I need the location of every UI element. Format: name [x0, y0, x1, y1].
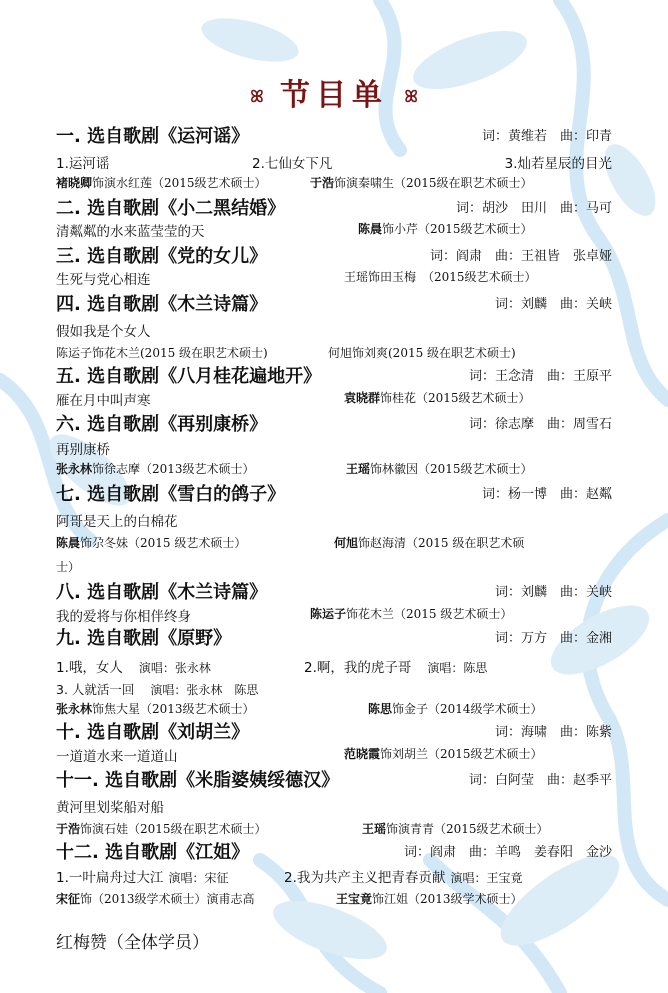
finale: 红梅赞（全体学员）	[56, 933, 209, 953]
section-credit: 词：万方 曲：金湘	[494, 631, 612, 646]
section-12	[56, 838, 612, 864]
song-item: 我的爱将与你相伴终身	[56, 609, 191, 625]
song-item: 2.啊，我的虎子哥	[304, 660, 412, 676]
song-performer: 演唱：张永林	[138, 661, 211, 675]
performer-name: 王宝竟	[336, 892, 373, 906]
performer-line: 陈运子饰花木兰(2015 级在职艺术硕士)	[56, 346, 268, 360]
performer-name: 宋征	[56, 892, 81, 906]
section-heading: 七. 选自歌剧《雪白的鸽子》	[56, 484, 286, 505]
performer-role: 饰林徽因（2015级艺术硕士）	[370, 462, 533, 476]
section-heading: 六. 选自歌剧《再别康桥》	[56, 414, 268, 435]
section-6	[56, 410, 612, 436]
performer-name: 范晓霞	[344, 747, 381, 761]
section-1	[56, 122, 612, 148]
section-credit: 词：胡沙 田川 曲：马可	[455, 201, 612, 216]
performer-name: 王瑶	[346, 462, 371, 476]
section-9	[56, 624, 612, 650]
performer-line: 王瑶饰田玉梅 （2015级艺术硕士）	[344, 270, 537, 284]
section-7	[56, 480, 612, 506]
performer-name: 陈思	[368, 702, 393, 716]
song-item: 1.一叶扁舟过大江	[56, 870, 164, 886]
performer-name: 何旭	[334, 536, 359, 550]
song-item: 阿哥是天上的白棉花	[56, 514, 178, 530]
performer-role: 饰演石娃（2015级在职艺术硕士）	[80, 822, 267, 836]
song-item: 2.我为共产主义把青春贡献	[284, 870, 446, 886]
performer-role: 饰江姐（2013级学术硕士）	[372, 892, 523, 906]
song-performer: 演唱：王宝竟	[450, 871, 523, 885]
section-heading: 二. 选自歌剧《小二黑结婚》	[56, 198, 286, 219]
song-list	[56, 676, 612, 699]
performer-name: 王瑶	[362, 822, 387, 836]
performer-name: 褚晓卿	[56, 176, 93, 190]
section-4	[56, 290, 612, 316]
performer-role: 饰演水红莲（2015级艺术硕士）	[92, 176, 267, 190]
section-heading: 三. 选自歌剧《党的女儿》	[56, 246, 268, 267]
performer-role: 饰焦大星（2013级艺术硕士）	[92, 702, 255, 716]
section-8	[56, 578, 612, 604]
performer-name: 于浩	[56, 822, 81, 836]
song-item: 雁在月中叫声寒	[56, 393, 151, 409]
performer-name: 陈晨	[56, 536, 81, 550]
section-credit: 词：白阿莹 曲：赵季平	[468, 773, 612, 788]
performer-name: 张永林	[56, 702, 93, 716]
performer-role: 饰桂花（2015级艺术硕士）	[380, 391, 531, 405]
section-10	[56, 718, 612, 744]
performer-role: 饰刘胡兰（2015级艺术硕士）	[380, 747, 543, 761]
section-2	[56, 194, 612, 220]
performer-role: 饰花木兰（2015 级艺术硕士）	[346, 607, 513, 621]
performer-name: 张永林	[56, 462, 93, 476]
page-title	[0, 70, 668, 114]
song-item: 再别康桥	[56, 442, 110, 458]
song-item: 3.灿若星辰的目光	[504, 156, 612, 172]
song-item: 一道道水来一道道山	[56, 749, 178, 765]
section-credit: 词：刘麟 曲：关峡	[494, 585, 612, 600]
section-11	[56, 766, 612, 792]
song-item: 生死与党心相连	[56, 272, 151, 288]
section-heading: 十. 选自歌剧《刘胡兰》	[56, 722, 250, 743]
section-heading: 八. 选自歌剧《木兰诗篇》	[56, 582, 268, 603]
song-item: 1.运河谣	[56, 156, 110, 172]
section-heading: 九. 选自歌剧《原野》	[56, 628, 232, 649]
performer-role: 饰（2013级学术硕士）演甫志高	[80, 892, 255, 906]
section-credit: 词：海啸 曲：陈紫	[494, 725, 612, 740]
song-performer: 演唱：张永林 陈思	[150, 683, 259, 697]
section-heading: 十二. 选自歌剧《江姐》	[56, 842, 250, 863]
performer-role: 饰金子（2014级学术硕士）	[392, 702, 543, 716]
performer-name: 袁晓群	[344, 391, 381, 405]
performer-role: 饰徐志摩（2013级艺术硕士）	[92, 462, 255, 476]
performer-name: 陈运子	[310, 607, 347, 621]
section-credit: 词：阎肃 曲：王祖皆 张卓娅	[429, 249, 612, 264]
performer-role: 饰小芹（2015级艺术硕士）	[382, 222, 533, 236]
section-credit: 词：黄维若 曲：印青	[481, 129, 612, 144]
song-item: 2.七仙女下凡	[252, 156, 333, 172]
performer-role: 饰尕冬妹（2015 级艺术硕士）	[80, 536, 247, 550]
title-ornament-left: ꕤ	[250, 87, 264, 106]
section-credit: 词：刘麟 曲：关峡	[494, 297, 612, 312]
section-heading: 五. 选自歌剧《八月桂花遍地开》	[56, 366, 322, 387]
song-item: 3. 人就活一回	[56, 682, 135, 697]
section-heading: 十一. 选自歌剧《米脂婆姨绥德汉》	[56, 770, 340, 791]
performer-role: 饰赵海清（2015 级在职艺术硕	[358, 536, 525, 550]
performer-role: 饰演秦啸生（2015级在职艺术硕士）	[334, 176, 533, 190]
section-credit: 词：阎肃 曲：羊鸣 姜春阳 金沙	[403, 845, 612, 860]
section-heading: 一. 选自歌剧《运河谣》	[56, 126, 250, 147]
performer-name: 陈晨	[358, 222, 383, 236]
title-text: 节目单	[280, 78, 388, 113]
title-ornament-right: ꕤ	[404, 87, 418, 106]
section-credit: 词：杨一博 曲：赵粼	[481, 487, 612, 502]
cast-line-continued: 士）	[56, 560, 81, 574]
section-3	[56, 242, 612, 268]
section-5	[56, 362, 612, 388]
section-credit: 词：王念清 曲：王原平	[468, 369, 612, 384]
performer-line: 何旭饰刘爽(2015 级在职艺术硕士)	[328, 346, 516, 360]
song-performer: 演唱：陈思	[427, 661, 488, 675]
song-performer: 演唱：宋征	[168, 871, 229, 885]
song-item: 黄河里划桨船对船	[56, 800, 164, 816]
section-credit: 词：徐志摩 曲：周雪石	[468, 417, 612, 432]
performer-role: 饰演青青（2015级艺术硕士）	[386, 822, 549, 836]
song-item: 假如我是个女人	[56, 324, 151, 340]
section-heading: 四. 选自歌剧《木兰诗篇》	[56, 294, 268, 315]
song-item: 清粼粼的水来蓝莹莹的天	[56, 224, 205, 240]
song-item: 1.哦，女人	[56, 660, 123, 676]
performer-name: 于浩	[310, 176, 335, 190]
